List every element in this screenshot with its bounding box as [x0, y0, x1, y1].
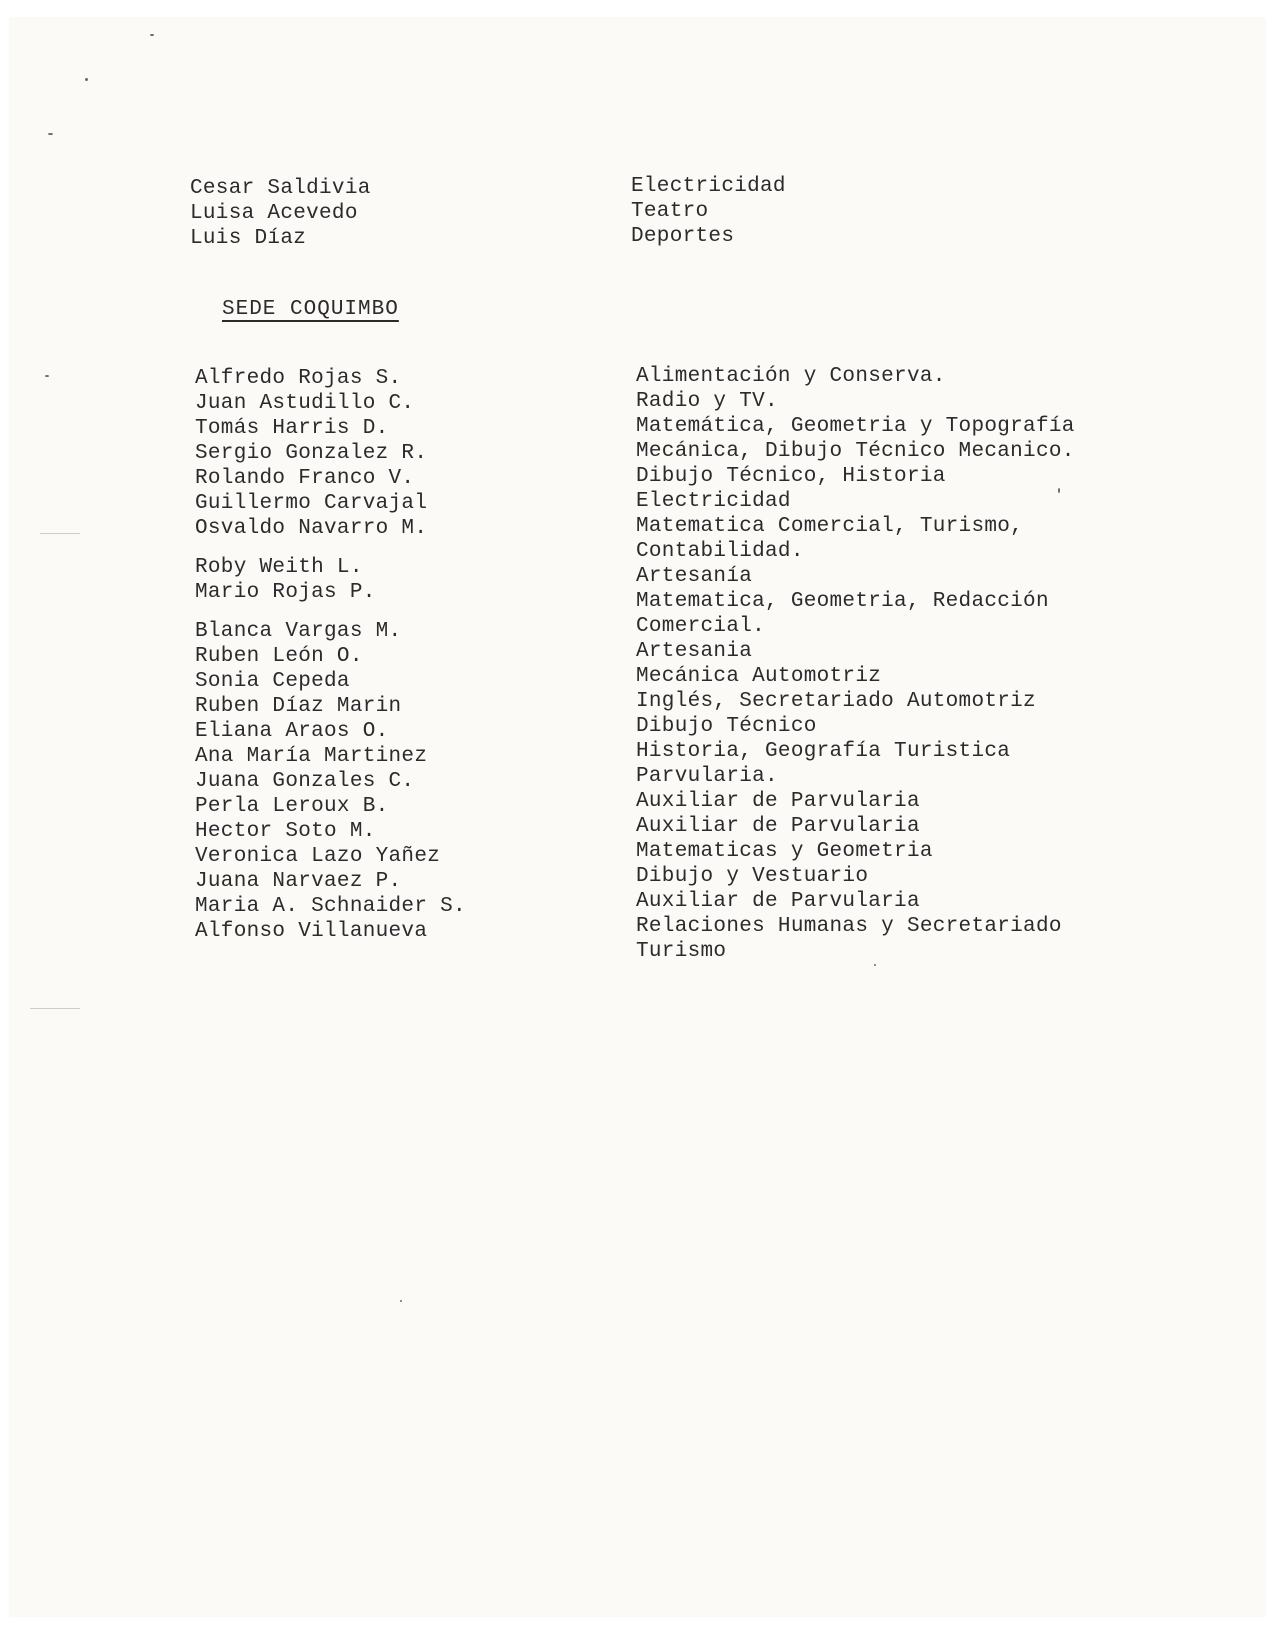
subject-entry: Contabilidad.: [636, 540, 804, 563]
subject-entry: Auxiliar de Parvularia: [636, 890, 920, 913]
subject-entry: Dibujo y Vestuario: [636, 865, 869, 888]
subject-entry: Mecánica Automotriz: [636, 665, 882, 688]
subject-entry: Alimentación y Conserva.: [636, 365, 946, 388]
name-entry: Ruben Díaz Marin: [195, 695, 402, 718]
subject-entry: Matematica Comercial, Turismo,: [636, 515, 1024, 538]
coquimbo-names-list: [195, 366, 466, 944]
paper-crease-mark: [40, 533, 80, 534]
paper-speck: [45, 375, 49, 377]
name-entry: Ruben León O.: [195, 645, 363, 668]
name-entry: Rolando Franco V.: [195, 467, 415, 490]
subject-entry: Mecánica, Dibujo Técnico Mecanico.: [636, 440, 1075, 463]
name-entry: Guillermo Carvajal: [195, 492, 428, 515]
paper-speck: [874, 964, 876, 966]
name-entry: Ana María Martinez: [195, 745, 428, 768]
subject-entry: Turismo: [636, 940, 727, 963]
name-entry: Sergio Gonzalez R.: [195, 442, 428, 465]
subject-entry: Matematicas y Geometria: [636, 840, 933, 863]
paper-speck: [400, 1300, 402, 1302]
subject-entry: Matemática, Geometria y Topografía: [636, 415, 1075, 438]
name-entry: Tomás Harris D.: [195, 417, 389, 440]
name-entry: Roby Weith L.: [195, 556, 363, 579]
subject-entry: Artesanía: [636, 565, 753, 588]
top-subjects-list: [631, 174, 786, 249]
subject-entry: Electricidad: [636, 490, 791, 513]
subject-entry: Comercial.: [636, 615, 766, 638]
section-title: SEDE COQUIMBO: [222, 298, 399, 321]
subject-entry: Auxiliar de Parvularia: [636, 790, 920, 813]
name-entry: Alfonso Villanueva: [195, 920, 428, 943]
top-names-list: [190, 176, 371, 251]
paper-crease-mark: [30, 1008, 80, 1009]
name-entry: Juana Gonzales C.: [195, 770, 415, 793]
name-entry: Juana Narvaez P.: [195, 870, 402, 893]
name-entry: Cesar Saldivia: [190, 177, 371, 200]
name-entry: Luis Díaz: [190, 227, 307, 250]
name-entry: Sonia Cepeda: [195, 670, 350, 693]
subject-entry: Radio y TV.: [636, 390, 778, 413]
subject-entry: Artesania: [636, 640, 753, 663]
name-entry: Maria A. Schnaider S.: [195, 895, 466, 918]
paper-speck: [85, 78, 88, 81]
name-entry: Juan Astudillo C.: [195, 392, 415, 415]
subject-entry: Parvularia.: [636, 765, 778, 788]
name-entry: Perla Leroux B.: [195, 795, 389, 818]
subject-entry: Dibujo Técnico: [636, 715, 817, 738]
subject-entry: Historia, Geografía Turistica: [636, 740, 1011, 763]
subject-entry: Relaciones Humanas y Secretariado: [636, 915, 1062, 938]
subject-entry: Auxiliar de Parvularia: [636, 815, 920, 838]
name-entry: Alfredo Rojas S.: [195, 367, 402, 390]
name-entry: Veronica Lazo Yañez: [195, 845, 441, 868]
coquimbo-subjects-list: [636, 364, 1075, 964]
name-entry: Hector Soto M.: [195, 820, 376, 843]
subject-entry: Teatro: [631, 200, 709, 223]
subject-entry: Matematica, Geometria, Redacción: [636, 590, 1049, 613]
subject-entry: Deportes: [631, 225, 735, 248]
subject-entry: Inglés, Secretariado Automotriz: [636, 690, 1036, 713]
paper-speck: [48, 133, 53, 135]
paper-speck: [150, 34, 154, 36]
name-entry: Osvaldo Navarro M.: [195, 517, 428, 540]
name-entry: Mario Rojas P.: [195, 581, 376, 604]
name-entry: Blanca Vargas M.: [195, 620, 402, 643]
subject-entry: Electricidad: [631, 175, 786, 198]
subject-entry: Dibujo Técnico, Historia: [636, 465, 946, 488]
name-entry: Luisa Acevedo: [190, 202, 358, 225]
name-entry: Eliana Araos O.: [195, 720, 389, 743]
